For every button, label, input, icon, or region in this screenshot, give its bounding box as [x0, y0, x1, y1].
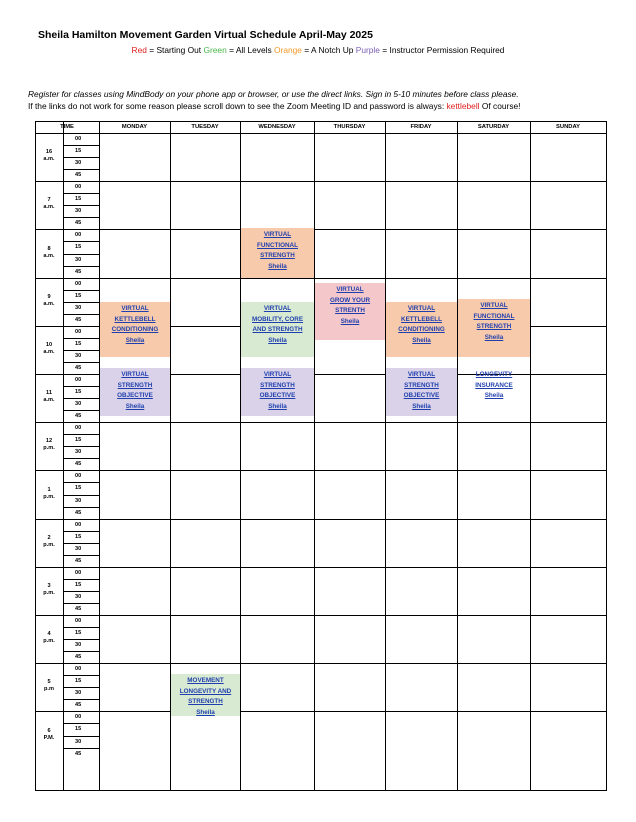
class-title-line[interactable]: MOBILITY, CORE	[251, 315, 304, 323]
class-title-line[interactable]: AND STRENGTH	[252, 326, 303, 333]
hour-number: 2	[47, 534, 51, 541]
hour-ampm: a.m.	[43, 156, 55, 163]
minute-label: 45	[75, 654, 82, 661]
minute-label: 15	[75, 340, 82, 347]
minute-label: 15	[75, 244, 82, 251]
minute-label: 00	[75, 232, 82, 239]
legend-purple: Purple	[355, 45, 380, 55]
class-title-line[interactable]: STRENGTH	[260, 381, 295, 389]
class-title-line[interactable]: GROW YOUR	[329, 296, 371, 304]
hour-ampm: a.m.	[43, 397, 55, 404]
instructions-line-1: Register for classes using MindBody on your phone app or browser, or use the direct links. Sign in 5-10 minutes before class please.	[28, 89, 519, 99]
minute-label: 15	[75, 389, 82, 396]
minute-label: 00	[75, 473, 82, 480]
minute-label: 00	[75, 425, 82, 432]
class-fri-930[interactable]	[386, 302, 457, 357]
table-border-top	[35, 121, 606, 122]
column-divider	[314, 121, 315, 790]
class-instructor-link[interactable]: Sheila	[484, 333, 504, 341]
column-header-thursday: THURSDAY	[333, 124, 366, 130]
class-title-line[interactable]: CONDITIONING	[398, 326, 445, 333]
column-header-monday: MONDAY	[121, 124, 148, 130]
hour-label	[38, 149, 60, 163]
class-title-line[interactable]: LONGEVITY AND	[179, 687, 232, 695]
minute-label: 45	[75, 557, 82, 564]
minute-label: 15	[75, 630, 82, 637]
column-header-sunday: SUNDAY	[556, 124, 580, 130]
minute-label: 45	[75, 605, 82, 612]
class-thu-9[interactable]	[315, 283, 385, 340]
legend-green-desc: = All Levels	[226, 45, 275, 55]
hour-ampm: p.m.	[43, 589, 55, 596]
class-title-line[interactable]: VIRTUAL	[263, 305, 292, 312]
legend-orange: Orange	[274, 45, 302, 55]
minute-label: 45	[75, 316, 82, 323]
hour-ampm: a.m.	[43, 204, 55, 211]
minute-label: 30	[75, 690, 82, 697]
hour-ampm: p.m.	[43, 638, 55, 645]
hour-ampm: a.m.	[43, 348, 55, 355]
minute-label: 00	[75, 328, 82, 335]
hour-number: 1	[47, 486, 51, 493]
class-title-line[interactable]: STRENGTH	[260, 252, 295, 259]
minute-label: 30	[75, 208, 82, 215]
class-title-line[interactable]: STRENGTH	[476, 323, 512, 330]
hour-ampm: p.m.	[43, 541, 55, 548]
class-title-line[interactable]: STRENGTH	[404, 381, 439, 389]
column-divider	[385, 121, 386, 790]
class-title-line[interactable]: KETTLEBELL	[114, 315, 156, 323]
class-instructor-link[interactable]: Sheila	[125, 402, 145, 410]
hour-divider	[35, 615, 606, 616]
minute-label: 30	[75, 160, 82, 167]
class-title-line[interactable]: VIRTUAL	[263, 371, 292, 378]
hour-divider	[35, 470, 606, 471]
minute-label: 15	[75, 533, 82, 540]
hour-number: 16	[45, 149, 53, 156]
minute-label: 30	[75, 449, 82, 456]
class-title-line[interactable]: OBJECTIVE	[403, 392, 440, 399]
minute-label: 30	[75, 738, 82, 745]
column-divider	[606, 121, 607, 790]
page-title: Sheila Hamilton Movement Garden Virtual Schedule April-May 2025	[38, 29, 373, 41]
hour-ampm: a.m.	[43, 300, 55, 307]
minute-label: 00	[75, 714, 82, 721]
column-divider	[35, 121, 36, 790]
hour-number: 8	[47, 245, 51, 252]
class-title-line[interactable]: INSURANCE	[475, 381, 513, 389]
class-instructor-link[interactable]: Sheila	[125, 336, 145, 344]
minute-label: 30	[75, 256, 82, 263]
hour-number: 5	[47, 679, 51, 686]
hour-number: 10	[45, 341, 53, 348]
hour-number: 6	[47, 727, 51, 734]
hour-ampm: p.m	[44, 686, 54, 693]
column-header-wednesday: WEDNESDAY	[258, 124, 296, 130]
class-title-line[interactable]: VIRTUAL	[407, 305, 436, 312]
minute-label: 00	[75, 280, 82, 287]
class-title-line[interactable]: CONDITIONING	[111, 326, 159, 333]
minute-label: 45	[75, 220, 82, 227]
hour-label	[38, 728, 60, 742]
instructions-line-2-end: Of course!	[479, 100, 521, 111]
zoom-password: kettlebell	[446, 100, 480, 111]
hour-number: 7	[47, 197, 51, 204]
class-title-line[interactable]: KETTLEBELL	[401, 315, 442, 323]
minute-label: 45	[75, 702, 82, 709]
column-divider	[240, 121, 241, 790]
hour-label	[38, 390, 60, 404]
class-title-line[interactable]: VIRTUAL	[121, 305, 149, 312]
minute-label: 45	[75, 750, 82, 757]
class-title-line[interactable]: VIRTUAL	[407, 371, 436, 378]
hour-number: 3	[47, 582, 51, 589]
header-divider	[35, 133, 606, 134]
class-instructor-link[interactable]: Sheila	[268, 336, 287, 344]
minute-label: 00	[75, 666, 82, 673]
minute-label: 15	[75, 437, 82, 444]
class-tue-445[interactable]	[171, 674, 240, 716]
legend-red: Red	[131, 45, 147, 55]
minute-label: 45	[75, 413, 82, 420]
hour-number: 9	[47, 293, 51, 300]
class-title-line[interactable]: LONGEVITY	[475, 371, 513, 378]
legend-purple-desc: = Instructor Permission Required	[379, 45, 505, 55]
column-divider	[457, 121, 458, 790]
hour-ampm: p.m.	[43, 493, 55, 500]
hour-number: 11	[46, 390, 52, 397]
minute-label: 45	[75, 509, 82, 516]
minute-label: 45	[75, 268, 82, 275]
hour-divider	[35, 519, 606, 520]
hour-label	[38, 631, 60, 645]
column-header-friday: FRIDAY	[410, 124, 432, 130]
hour-number: 4	[47, 631, 51, 638]
minute-label: 30	[75, 352, 82, 359]
hour-divider	[35, 181, 606, 182]
class-title-line[interactable]: STRENTH	[335, 307, 365, 314]
minute-label: 00	[75, 377, 82, 383]
hour-label	[38, 438, 60, 452]
hour-label	[38, 679, 60, 693]
hour-divider	[35, 278, 606, 279]
class-mon-930[interactable]	[100, 302, 170, 357]
class-title-line[interactable]: FUNCTIONAL	[257, 241, 298, 249]
class-title-line[interactable]: OBJECTIVE	[259, 392, 296, 399]
legend-green: Green	[203, 45, 227, 55]
minute-label: 00	[75, 618, 82, 624]
class-instructor-link[interactable]: Sheila	[484, 392, 504, 399]
class-wed-1030[interactable]	[241, 368, 314, 416]
class-fri-1030[interactable]	[386, 368, 457, 416]
hour-divider	[35, 663, 606, 664]
hour-divider	[35, 711, 606, 712]
minute-label: 15	[75, 581, 82, 588]
hour-label	[38, 342, 60, 356]
minute-label: 30	[75, 497, 82, 504]
class-mon-1030[interactable]	[100, 368, 170, 416]
class-title-line[interactable]: STRENGTH	[117, 381, 153, 389]
class-instructor-link[interactable]: Sheila	[412, 402, 431, 410]
hour-label	[38, 487, 60, 501]
class-instructor-link[interactable]: Sheila	[268, 402, 287, 410]
class-title-line[interactable]: VIRTUAL	[121, 371, 149, 378]
class-wed-8[interactable]	[241, 228, 314, 278]
hour-divider	[35, 567, 606, 568]
class-instructor-link[interactable]: Sheila	[412, 336, 431, 344]
minute-label: 00	[75, 184, 82, 191]
minute-label: 30	[75, 642, 82, 649]
minute-label: 15	[75, 678, 82, 685]
class-title-line[interactable]: FUNCTIONAL	[473, 312, 515, 320]
hour-divider	[35, 229, 606, 230]
class-title-line[interactable]: VIRTUAL	[336, 286, 364, 293]
column-header-tuesday: TUESDAY	[191, 124, 219, 130]
hour-ampm: a.m.	[43, 252, 55, 259]
hour-label	[38, 246, 60, 260]
class-title-line[interactable]: STRENGTH	[188, 698, 223, 705]
hour-divider	[35, 422, 606, 423]
hour-ampm: P.M.	[43, 734, 55, 741]
minute-label: 45	[75, 364, 82, 371]
column-header-time: TIME	[60, 124, 74, 130]
instructions-line-2-start: If the links do not work for some reason please scroll down to see the Zoom Meeting ID and password is always:	[28, 100, 447, 111]
column-divider	[99, 121, 100, 790]
class-sat-915[interactable]	[458, 299, 530, 357]
class-title-line[interactable]: OBJECTIVE	[117, 392, 153, 399]
hour-number: 12	[45, 438, 53, 445]
table-border-bottom	[35, 790, 607, 791]
column-divider	[530, 121, 531, 790]
class-sat-1030[interactable]	[458, 368, 530, 406]
minute-label: 15	[75, 485, 82, 492]
minute-label: 15	[75, 292, 82, 299]
hour-label	[38, 583, 60, 597]
minute-label: 15	[75, 196, 82, 203]
minute-label: 00	[75, 521, 82, 528]
class-title-line[interactable]: MOVEMENT	[187, 677, 224, 684]
class-wed-930[interactable]	[241, 302, 314, 357]
minute-label: 45	[75, 461, 82, 468]
hour-label	[38, 535, 60, 549]
minute-label: 30	[75, 304, 82, 311]
class-title-line[interactable]: VIRTUAL	[263, 231, 292, 238]
minute-label: 30	[75, 401, 82, 408]
column-header-saturday: SATURDAY	[477, 124, 510, 130]
class-title-line[interactable]: VIRTUAL	[480, 302, 508, 309]
minute-label: 00	[75, 136, 82, 142]
legend-red-desc: = Starting Out	[146, 45, 204, 55]
hour-label	[38, 294, 60, 308]
minute-label: 45	[75, 172, 82, 179]
minute-label: 00	[75, 569, 82, 576]
class-instructor-link[interactable]: Sheila	[340, 317, 360, 325]
minute-label: 15	[75, 148, 82, 155]
hour-label	[38, 197, 60, 211]
minute-label: 15	[75, 726, 82, 733]
class-instructor-link[interactable]: Sheila	[196, 708, 215, 716]
hour-ampm: p.m.	[43, 445, 55, 452]
minute-label: 30	[75, 545, 82, 552]
minute-label: 30	[75, 593, 82, 600]
class-instructor-link[interactable]: Sheila	[268, 262, 287, 270]
legend-orange-desc: = A Notch Up	[301, 45, 356, 55]
